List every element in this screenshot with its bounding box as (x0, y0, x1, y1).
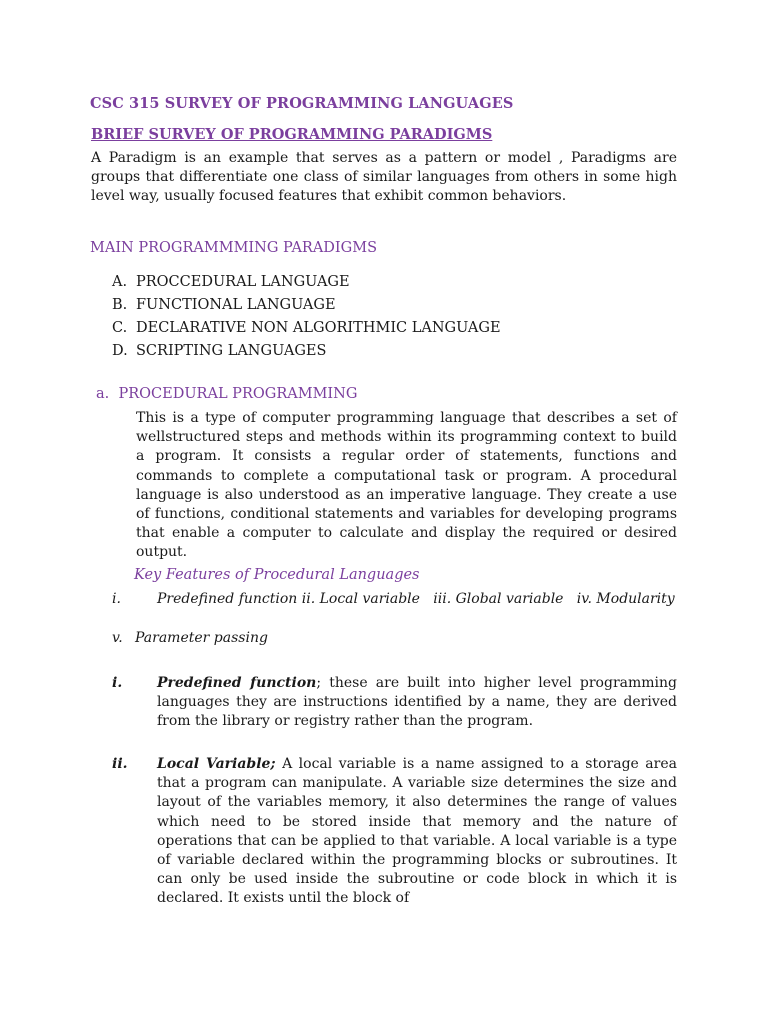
key-features-heading: Key Features of Procedural Languages (134, 567, 420, 583)
list-text: SCRIPTING LANGUAGES (136, 343, 327, 359)
features-line-1: Predefined function ii. Local variable iii. Global variable iv. Modularity (157, 591, 675, 607)
intro-paragraph: A Paradigm is an example that serves as a pattern or model , Paradigms are groups that differentiate one class of similar languages from others in some high level way, usually focused features that exhibit common behaviors. (91, 150, 677, 205)
list-item (112, 318, 501, 338)
list-label: B. (112, 297, 128, 313)
procedural-paragraph: This is a type of computer programming language that describes a set of wellstructured steps and methods within its programming context to build a program. It consists a regular order of statements, functions and commands to complete a computational task or program. A procedural language is also understood as an imperative language. They create a use of functions, conditional statements and variables for developing programs that enable a computer to calculate and display the required or desired output. (136, 410, 677, 561)
definition-label-ii: ii. (112, 756, 128, 772)
list-item (112, 272, 350, 292)
features-line-2: Parameter passing (135, 630, 268, 646)
main-paradigms-heading: MAIN PROGRAMMMING PARADIGMS (90, 240, 378, 256)
definition-term: Local Variable; (157, 756, 276, 772)
list-label: C. (112, 320, 128, 336)
document-title: CSC 315 SURVEY OF PROGRAMMING LANGUAGES (90, 95, 514, 112)
definition-label-i: i. (112, 675, 123, 691)
features-label-i: i. (112, 591, 121, 607)
features-label-v: v. (112, 630, 123, 646)
list-item (112, 341, 326, 361)
definition-text: ; these are built into higher level programming languages they are instructions identified by a name, they are derived from the library or registry rather than the program. (157, 675, 677, 730)
list-label: A. (112, 274, 128, 290)
definition-predefined-function (157, 674, 677, 732)
list-text: PROCCEDURAL LANGUAGE (136, 274, 350, 290)
list-item (112, 295, 336, 315)
definition-text: A local variable is a name assigned to a storage area that a program can manipulate. A variable size determines the size and layout of the variables memory, it also determines the range of values which need to be stored inside that memory and the nature of operations that can be applied to that variable. A local variable is a type of variable declared within the programming blocks or subroutines. It can only be used inside the subroutine or code block in which it is declared. It exists until the block of (157, 756, 682, 907)
list-label: D. (112, 343, 128, 359)
procedural-heading: a. PROCEDURAL PROGRAMMING (96, 386, 358, 402)
list-text: FUNCTIONAL LANGUAGE (136, 297, 336, 313)
definition-local-variable (157, 755, 682, 909)
definition-term: Predefined function (157, 675, 317, 691)
list-text: DECLARATIVE NON ALGORITHMIC LANGUAGE (136, 320, 501, 336)
section-title-paradigms: BRIEF SURVEY OF PROGRAMMING PARADIGMS (91, 126, 493, 143)
